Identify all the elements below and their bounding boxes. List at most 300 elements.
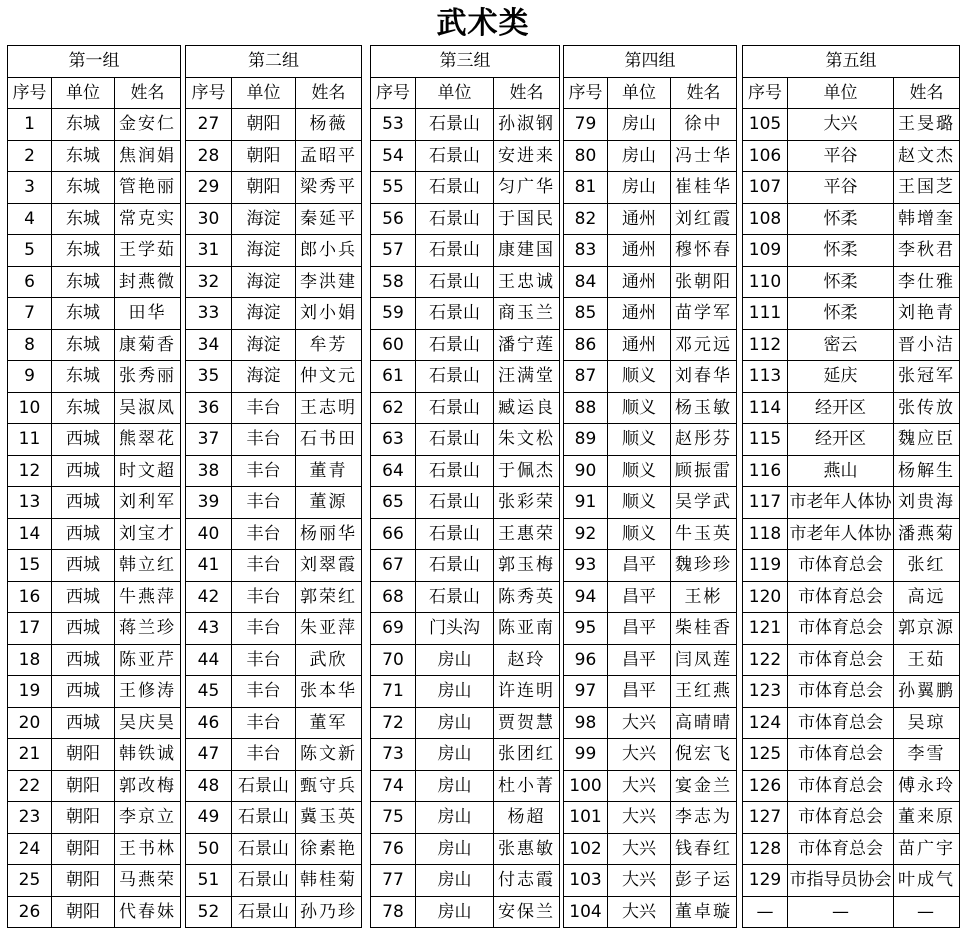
table-row [564, 770, 737, 802]
table-row [8, 487, 181, 519]
unit-cell: 海淀 [232, 298, 296, 330]
table-row [8, 329, 181, 361]
seq-cell: 3 [8, 172, 52, 204]
table-row [186, 172, 362, 204]
unit-cell: 石景山 [232, 802, 296, 834]
seq-cell: 17 [8, 613, 52, 645]
name-cell: 闫凤莲 [671, 644, 737, 676]
table-row [8, 235, 181, 267]
table-row [186, 109, 362, 141]
name-cell: 董源 [296, 487, 362, 519]
unit-cell: 石景山 [232, 865, 296, 897]
unit-cell: 顺义 [608, 424, 671, 456]
table-row [8, 298, 181, 330]
seq-cell: 98 [564, 707, 608, 739]
seq-cell: 104 [564, 896, 608, 928]
unit-cell: 怀柔 [788, 266, 894, 298]
name-cell: 张秀丽 [115, 361, 181, 393]
unit-cell: 丰台 [232, 550, 296, 582]
unit-cell: 昌平 [608, 613, 671, 645]
table-row [8, 140, 181, 172]
name-cell: 商玉兰 [494, 298, 560, 330]
unit-cell: 怀柔 [788, 298, 894, 330]
seq-cell: 113 [743, 361, 788, 393]
unit-cell: 丰台 [232, 487, 296, 519]
seq-cell: 74 [371, 770, 416, 802]
unit-cell: 房山 [416, 644, 494, 676]
table-row [564, 109, 737, 141]
table-row [743, 140, 960, 172]
seq-cell: 89 [564, 424, 608, 456]
unit-cell: 西城 [52, 455, 115, 487]
name-cell: 代春妹 [115, 896, 181, 928]
name-cell: 彭子运 [671, 865, 737, 897]
unit-cell: 丰台 [232, 392, 296, 424]
seq-cell: 110 [743, 266, 788, 298]
name-cell: 牟芳 [296, 329, 362, 361]
table-row [8, 707, 181, 739]
unit-cell: 东城 [52, 203, 115, 235]
name-cell: 潘燕菊 [894, 518, 960, 550]
seq-cell: 105 [743, 109, 788, 141]
table-row [186, 896, 362, 928]
unit-cell: 石景山 [416, 424, 494, 456]
name-cell: 孟昭平 [296, 140, 362, 172]
name-cell: 武欣 [296, 644, 362, 676]
seq-cell: 22 [8, 770, 52, 802]
unit-cell: 昌平 [608, 644, 671, 676]
table-row [371, 424, 560, 456]
seq-cell: 111 [743, 298, 788, 330]
seq-cell: 77 [371, 865, 416, 897]
name-cell: 董来原 [894, 802, 960, 834]
unit-cell: 丰台 [232, 613, 296, 645]
name-cell: 于佩杰 [494, 455, 560, 487]
table-row [371, 172, 560, 204]
unit-cell: 房山 [608, 109, 671, 141]
seq-cell: 19 [8, 676, 52, 708]
unit-cell: 房山 [416, 707, 494, 739]
unit-cell: 西城 [52, 550, 115, 582]
group-table-3 [370, 45, 560, 928]
unit-cell: 房山 [416, 896, 494, 928]
name-cell: 金安仁 [115, 109, 181, 141]
unit-cell: 市老年人体协 [788, 518, 894, 550]
seq-cell: 63 [371, 424, 416, 456]
table-row [8, 770, 181, 802]
name-cell: 时文超 [115, 455, 181, 487]
group-title: 第二组 [186, 46, 362, 78]
seq-cell: 86 [564, 329, 608, 361]
name-cell: 张朝阳 [671, 266, 737, 298]
unit-cell: 丰台 [232, 739, 296, 771]
table-row [371, 865, 560, 897]
unit-cell: 西城 [52, 613, 115, 645]
name-cell: 李雪 [894, 739, 960, 771]
table-row [564, 550, 737, 582]
unit-cell: 石景山 [416, 392, 494, 424]
seq-cell: 6 [8, 266, 52, 298]
name-cell: 郭玉梅 [494, 550, 560, 582]
seq-cell: 73 [371, 739, 416, 771]
table-row [564, 613, 737, 645]
name-cell: 魏应臣 [894, 424, 960, 456]
unit-cell: 顺义 [608, 518, 671, 550]
table-row [743, 550, 960, 582]
name-cell: 李志为 [671, 802, 737, 834]
table-row [186, 802, 362, 834]
name-cell: 吴庆昊 [115, 707, 181, 739]
unit-cell: 市体育总会 [788, 613, 894, 645]
unit-cell: 顺义 [608, 487, 671, 519]
table-row [371, 676, 560, 708]
table-row [186, 140, 362, 172]
unit-cell: 海淀 [232, 266, 296, 298]
header-name: 姓名 [494, 77, 560, 109]
seq-cell: 101 [564, 802, 608, 834]
unit-cell: 怀柔 [788, 203, 894, 235]
unit-cell: 昌平 [608, 581, 671, 613]
table-row [186, 266, 362, 298]
table-row [371, 329, 560, 361]
seq-cell: 107 [743, 172, 788, 204]
seq-cell: 42 [186, 581, 232, 613]
unit-cell: 海淀 [232, 235, 296, 267]
table-row [8, 455, 181, 487]
table-row [8, 739, 181, 771]
seq-cell: 124 [743, 707, 788, 739]
unit-cell: 丰台 [232, 676, 296, 708]
unit-cell: 东城 [52, 298, 115, 330]
name-cell: 潘宁莲 [494, 329, 560, 361]
name-cell: 刘翠霞 [296, 550, 362, 582]
unit-cell: 房山 [416, 802, 494, 834]
unit-cell: 市体育总会 [788, 550, 894, 582]
seq-cell: 52 [186, 896, 232, 928]
seq-cell: 96 [564, 644, 608, 676]
name-cell: 董卓璇 [671, 896, 737, 928]
table-row [564, 518, 737, 550]
unit-cell: 丰台 [232, 707, 296, 739]
header-name: 姓名 [115, 77, 181, 109]
group-table-4 [563, 45, 737, 928]
name-cell: 傅永玲 [894, 770, 960, 802]
table-row [743, 266, 960, 298]
seq-cell: 28 [186, 140, 232, 172]
name-cell: 王忠诚 [494, 266, 560, 298]
seq-cell: 11 [8, 424, 52, 456]
name-cell: 牛燕萍 [115, 581, 181, 613]
table-row [564, 140, 737, 172]
seq-cell: 46 [186, 707, 232, 739]
seq-cell: 25 [8, 865, 52, 897]
table-row [186, 676, 362, 708]
name-cell: 刘艳青 [894, 298, 960, 330]
seq-cell: 91 [564, 487, 608, 519]
name-cell: 王红燕 [671, 676, 737, 708]
table-row [186, 392, 362, 424]
name-cell: 苗学军 [671, 298, 737, 330]
seq-cell: 99 [564, 739, 608, 771]
seq-cell: 76 [371, 833, 416, 865]
seq-cell: 71 [371, 676, 416, 708]
seq-cell: 15 [8, 550, 52, 582]
name-cell: 安保兰 [494, 896, 560, 928]
seq-cell: 13 [8, 487, 52, 519]
unit-cell: 市体育总会 [788, 644, 894, 676]
seq-cell: 30 [186, 203, 232, 235]
seq-cell: 79 [564, 109, 608, 141]
unit-cell: 昌平 [608, 676, 671, 708]
table-row [8, 266, 181, 298]
name-cell: 李秋君 [894, 235, 960, 267]
seq-cell: 44 [186, 644, 232, 676]
unit-cell: 朝阳 [52, 739, 115, 771]
table-row [371, 833, 560, 865]
seq-cell: 82 [564, 203, 608, 235]
name-cell: 杨玉敏 [671, 392, 737, 424]
seq-cell: 56 [371, 203, 416, 235]
seq-cell: 49 [186, 802, 232, 834]
unit-cell: 石景山 [416, 203, 494, 235]
unit-cell: 石景山 [416, 235, 494, 267]
seq-cell: 33 [186, 298, 232, 330]
unit-cell: 石景山 [232, 896, 296, 928]
table-row [186, 833, 362, 865]
table-row [743, 739, 960, 771]
seq-cell: 87 [564, 361, 608, 393]
unit-cell: 石景山 [416, 550, 494, 582]
table-row [743, 329, 960, 361]
group-table-2 [185, 45, 362, 928]
name-cell: 匀广华 [494, 172, 560, 204]
name-cell: 刘利军 [115, 487, 181, 519]
header-name: 姓名 [894, 77, 960, 109]
unit-cell: 市体育总会 [788, 581, 894, 613]
name-cell: 徐中 [671, 109, 737, 141]
unit-cell: 通州 [608, 329, 671, 361]
table-row [564, 235, 737, 267]
header-seq: 序号 [371, 77, 416, 109]
name-cell: 叶成气 [894, 865, 960, 897]
name-cell: 晋小洁 [894, 329, 960, 361]
name-cell: 高远 [894, 581, 960, 613]
name-cell: 于国民 [494, 203, 560, 235]
table-row [186, 707, 362, 739]
table-row [564, 707, 737, 739]
table-row [8, 392, 181, 424]
name-cell: 冯士华 [671, 140, 737, 172]
seq-cell: 2 [8, 140, 52, 172]
unit-cell: 丰台 [232, 424, 296, 456]
table-row [8, 361, 181, 393]
table-row [564, 487, 737, 519]
unit-cell: 丰台 [232, 644, 296, 676]
seq-cell: 66 [371, 518, 416, 550]
seq-cell: 90 [564, 455, 608, 487]
seq-cell: 92 [564, 518, 608, 550]
unit-cell: 石景山 [416, 266, 494, 298]
name-cell: 郭京源 [894, 613, 960, 645]
unit-cell: — [788, 896, 894, 928]
name-cell: 董军 [296, 707, 362, 739]
name-cell: 吴学武 [671, 487, 737, 519]
table-row [371, 644, 560, 676]
table-row [743, 770, 960, 802]
name-cell: 王志明 [296, 392, 362, 424]
name-cell: 杨丽华 [296, 518, 362, 550]
unit-cell: 石景山 [416, 581, 494, 613]
seq-cell: 18 [8, 644, 52, 676]
name-cell: 王国芝 [894, 172, 960, 204]
name-cell: 张传放 [894, 392, 960, 424]
name-cell: 韩铁诚 [115, 739, 181, 771]
seq-cell: 5 [8, 235, 52, 267]
seq-cell: 94 [564, 581, 608, 613]
seq-cell: 24 [8, 833, 52, 865]
unit-cell: 顺义 [608, 455, 671, 487]
table-row [371, 140, 560, 172]
table-row [743, 833, 960, 865]
table-row [743, 392, 960, 424]
group-title: 第三组 [371, 46, 560, 78]
seq-cell: 16 [8, 581, 52, 613]
name-cell: 蒋兰珍 [115, 613, 181, 645]
unit-cell: 顺义 [608, 361, 671, 393]
table-row [8, 833, 181, 865]
table-row [371, 109, 560, 141]
table-row [186, 424, 362, 456]
name-cell: 刘红霞 [671, 203, 737, 235]
name-cell: 梁秀平 [296, 172, 362, 204]
name-cell: 贾贺慧 [494, 707, 560, 739]
name-cell: 杨解生 [894, 455, 960, 487]
seq-cell: 39 [186, 487, 232, 519]
seq-cell: 122 [743, 644, 788, 676]
seq-cell: 93 [564, 550, 608, 582]
name-cell: 吴淑凤 [115, 392, 181, 424]
unit-cell: 东城 [52, 140, 115, 172]
seq-cell: 43 [186, 613, 232, 645]
name-cell: 刘宝才 [115, 518, 181, 550]
unit-cell: 西城 [52, 581, 115, 613]
table-row [371, 361, 560, 393]
unit-cell: 房山 [608, 140, 671, 172]
unit-cell: 朝阳 [232, 109, 296, 141]
table-row [371, 235, 560, 267]
name-cell: 邓元远 [671, 329, 737, 361]
seq-cell: 4 [8, 203, 52, 235]
seq-cell: 7 [8, 298, 52, 330]
table-row [371, 518, 560, 550]
seq-cell: 48 [186, 770, 232, 802]
unit-cell: 大兴 [608, 802, 671, 834]
name-cell: 徐素艳 [296, 833, 362, 865]
name-cell: 田华 [115, 298, 181, 330]
seq-cell: 26 [8, 896, 52, 928]
table-row [743, 487, 960, 519]
unit-cell: 顺义 [608, 392, 671, 424]
seq-cell: 108 [743, 203, 788, 235]
table-row [186, 487, 362, 519]
table-row [186, 298, 362, 330]
name-cell: — [894, 896, 960, 928]
table-row [371, 707, 560, 739]
table-row [8, 172, 181, 204]
name-cell: 孙淑钢 [494, 109, 560, 141]
unit-cell: 市体育总会 [788, 770, 894, 802]
table-row [8, 676, 181, 708]
seq-cell: 61 [371, 361, 416, 393]
header-name: 姓名 [671, 77, 737, 109]
page-title: 武术类 [436, 6, 530, 41]
name-cell: 刘小娟 [296, 298, 362, 330]
unit-cell: 房山 [416, 865, 494, 897]
name-cell: 韩桂菊 [296, 865, 362, 897]
name-cell: 杨薇 [296, 109, 362, 141]
table-row [564, 896, 737, 928]
seq-cell: 67 [371, 550, 416, 582]
name-cell: 王书林 [115, 833, 181, 865]
seq-cell: 8 [8, 329, 52, 361]
unit-cell: 东城 [52, 109, 115, 141]
table-row [186, 329, 362, 361]
table-row [564, 172, 737, 204]
table-row [564, 329, 737, 361]
seq-cell: 53 [371, 109, 416, 141]
unit-cell: 怀柔 [788, 235, 894, 267]
unit-cell: 通州 [608, 266, 671, 298]
group-title: 第一组 [8, 46, 181, 78]
table-row [371, 455, 560, 487]
name-cell: 张惠敏 [494, 833, 560, 865]
table-row [186, 770, 362, 802]
table-row [8, 203, 181, 235]
seq-cell: 37 [186, 424, 232, 456]
seq-cell: 29 [186, 172, 232, 204]
name-cell: 王旻璐 [894, 109, 960, 141]
unit-cell: 燕山 [788, 455, 894, 487]
unit-cell: 西城 [52, 644, 115, 676]
table-row [743, 203, 960, 235]
seq-cell: 88 [564, 392, 608, 424]
name-cell: 石书田 [296, 424, 362, 456]
seq-cell: 10 [8, 392, 52, 424]
table-row [564, 203, 737, 235]
header-seq: 序号 [743, 77, 788, 109]
seq-cell: 127 [743, 802, 788, 834]
unit-cell: 平谷 [788, 140, 894, 172]
unit-cell: 东城 [52, 329, 115, 361]
seq-cell: 51 [186, 865, 232, 897]
unit-cell: 朝阳 [232, 140, 296, 172]
seq-cell: 103 [564, 865, 608, 897]
name-cell: 李京立 [115, 802, 181, 834]
name-cell: 朱亚萍 [296, 613, 362, 645]
table-row [743, 518, 960, 550]
header-unit: 单位 [416, 77, 494, 109]
seq-cell: 121 [743, 613, 788, 645]
name-cell: 魏珍珍 [671, 550, 737, 582]
table-row [743, 613, 960, 645]
name-cell: 王学茹 [115, 235, 181, 267]
unit-cell: 海淀 [232, 361, 296, 393]
name-cell: 朱文松 [494, 424, 560, 456]
unit-cell: 石景山 [416, 140, 494, 172]
name-cell: 柴桂香 [671, 613, 737, 645]
unit-cell: 经开区 [788, 392, 894, 424]
name-cell: 康建国 [494, 235, 560, 267]
